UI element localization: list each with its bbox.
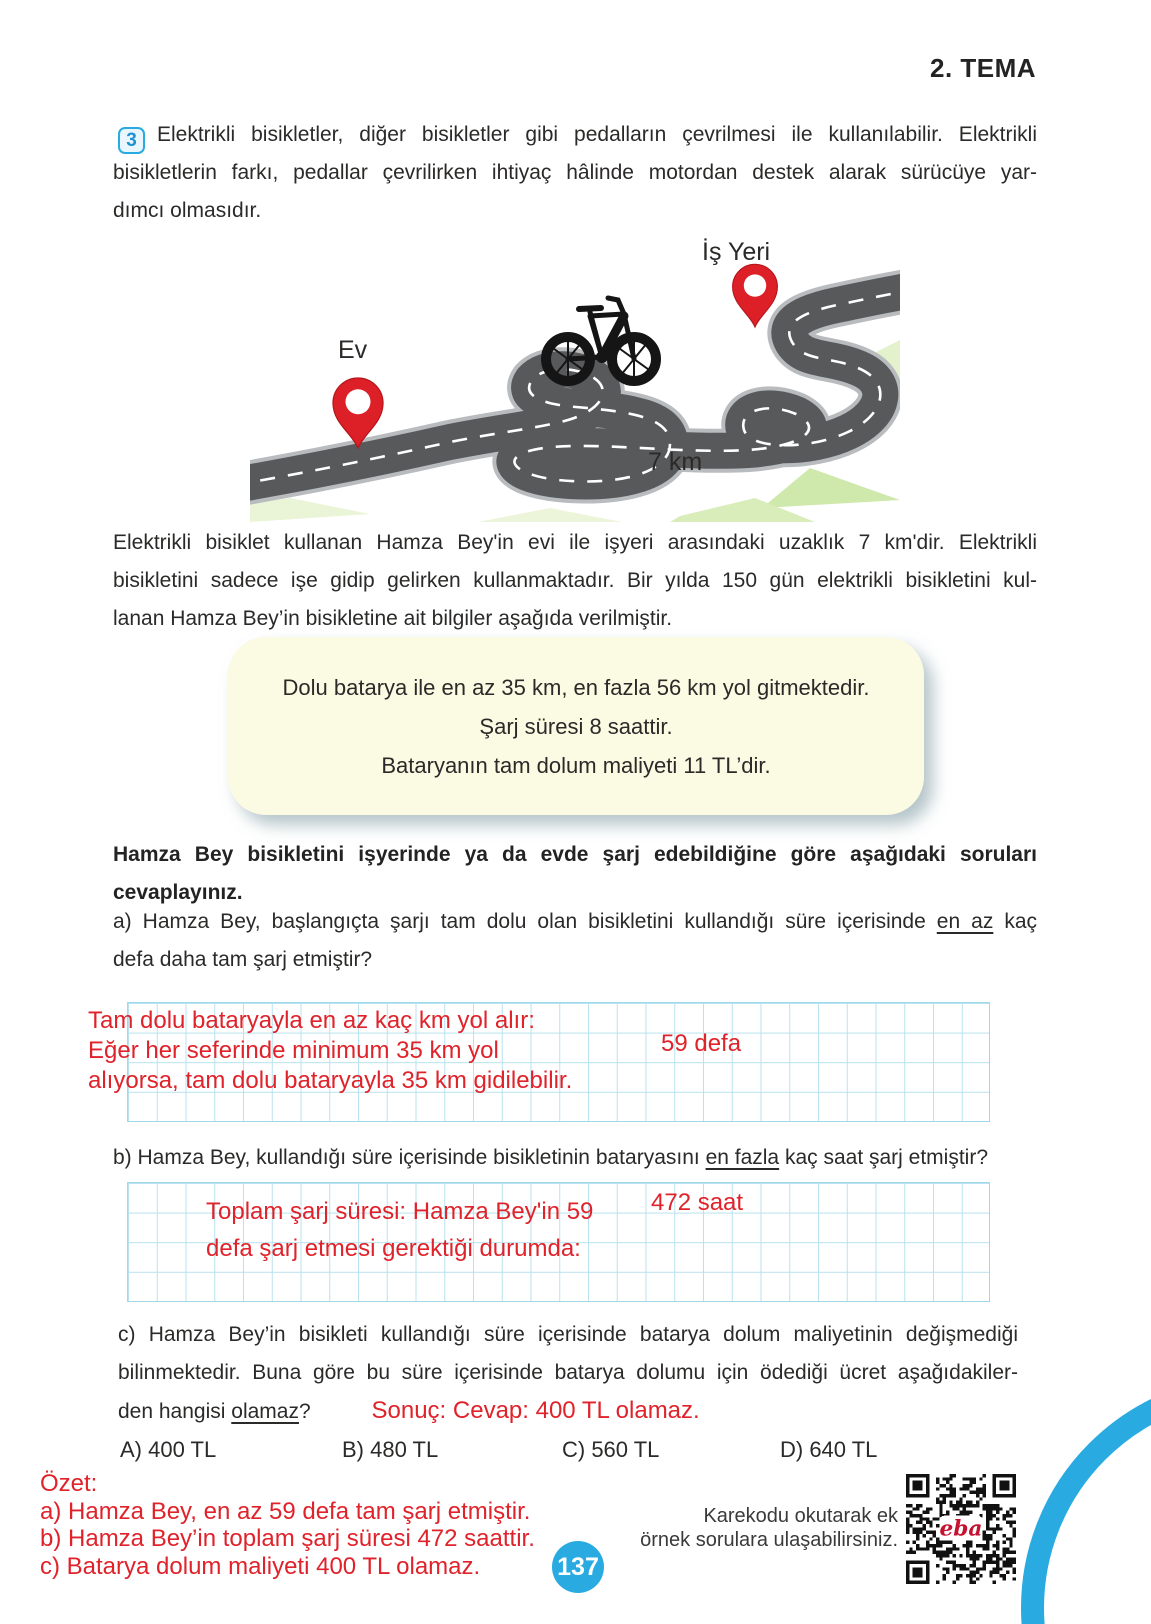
handwritten-work-b [206,1193,593,1267]
context-paragraph [113,524,1037,638]
item-number-badge: 3 [118,127,145,154]
option-c[interactable]: C) 560 TL [562,1437,660,1462]
qr-caption-line-1: Karekodu okutarak ek [703,1505,898,1527]
page-number-badge: 137 [552,1541,604,1593]
work-b-line-2: defa şarj etmesi gerektiği durumda: [206,1235,581,1262]
info-line-3: Bataryanın tam dolum maliyeti 11 TL’dir. [381,752,771,778]
intro-line-1: Elektrikli bisikletler, diğer bisikletler gibi pedalların çevrilmesi ile kullanılabilir. Elektrikli [157,123,1037,146]
answer-a-value: 59 defa [661,1030,742,1057]
context-line-3: lanan Hamza Bey’in bisikletine ait bilgiler aşağıda verilmiştir. [113,607,673,630]
question-b-text: b) Hamza Bey, kullandığı süre içerisinde bisikletinin bataryasını [113,1146,706,1169]
work-pin-icon [733,264,778,327]
options-row [0,1437,1151,1467]
qr-caption [560,1504,898,1552]
qr-code [906,1474,1016,1589]
eba-logo: eba [939,1516,983,1542]
work-a-line-3: alıyorsa, tam dolu bataryayla 35 km gidilebilir. [88,1067,573,1094]
home-label: Ev [338,336,368,364]
question-a-text: a) Hamza Bey, başlangıçta şarjı tam dolu olan bisikletini kullandığı süre içerisinde [113,910,937,933]
qr-caption-line-2: örnek sorulara ulaşabilirsiniz. [640,1529,898,1551]
work-label: İş Yeri [702,238,771,266]
instruction-line-2: cevaplayınız. [113,881,243,904]
question-c-underlined: olamaz [231,1400,299,1423]
grass-patch [762,468,900,508]
decorative-blue-arc [1021,1375,1151,1624]
intro-line-3: dımcı olmasıdır. [113,199,262,222]
question-c-line-2: bilinmektedir. Buna göre bu süre içerisinde batarya dolumu için ödediği ücret aşağıdakiler- [118,1361,1018,1384]
handwritten-work-a [88,1006,572,1096]
question-a-underlined: en az [936,910,994,933]
question-c-text: den hangisi [118,1400,232,1423]
page-title: 2. TEMA [930,53,1037,83]
question-b-underlined: en fazla [705,1146,780,1169]
grass-patch [250,498,370,522]
question-a [113,903,1037,979]
intro-line-2: bisikletlerin farkı, pedallar çevrilirken ihtiyaç hâlinde motordan destek alarak sürücüye yar- [113,161,1037,184]
work-b-line-1: Toplam şarj süresi: Hamza Bey'in 59 [206,1198,594,1225]
summary-line-c: c) Batarya dolum maliyeti 400 TL olamaz. [40,1552,481,1580]
summary-title: Özet: [40,1470,98,1497]
road-illustration [250,232,900,522]
question-a-text-end: kaç [993,910,1038,933]
question-b [113,1139,1043,1177]
distance-label: 7 km [648,448,703,476]
work-a-line-2: Eğer her seferinde minimum 35 km yol [88,1037,499,1064]
question-c-line-1: c) Hamza Bey’in bisikleti kullandığı süre içerisinde batarya dolum maliyetinin değişmediği [118,1323,1018,1346]
qr-code-graphic [906,1474,1016,1584]
info-line-1: Dolu batarya ile en az 35 km, en fazla 56 km yol gitmektedir. [282,674,870,700]
context-line-1: Elektrikli bisiklet kullanan Hamza Bey'in evi ile işyeri arasındaki uzaklık 7 km'dir. Elektrikli [113,531,1037,554]
intro-paragraph [113,116,1037,230]
work-a-line-1: Tam dolu bataryayla en az kaç km yol alır: [88,1007,535,1034]
answer-area-b[interactable] [127,1182,990,1302]
answer-c-note: Sonuç: Cevap: 400 TL olamaz. [371,1397,700,1424]
road-map-graphic [250,232,900,522]
grass-patch [478,508,622,522]
question-c-text-end: ? [298,1400,311,1423]
summary-line-a: a) Hamza Bey, en az 59 defa tam şarj etmiştir. [40,1497,531,1525]
instruction [113,836,1037,912]
option-a[interactable]: A) 400 TL [120,1437,217,1462]
option-d[interactable]: D) 640 TL [780,1437,878,1462]
question-b-text-end: kaç saat şarj etmiştir? [779,1146,989,1169]
context-line-2: bisikletini sadece işe gidip gelirken kullanmaktadır. Bir yılda 150 gün elektrikli bisikletini kul- [113,569,1037,592]
question-a-line-2: defa daha tam şarj etmiştir? [113,948,373,971]
answer-area-a[interactable] [88,1002,990,1122]
info-line-2: Şarj süresi 8 saattir. [479,713,673,739]
answer-b-value: 472 saat [651,1189,744,1216]
option-b[interactable]: B) 480 TL [342,1437,439,1462]
question-c [118,1316,1018,1431]
summary-block [40,1470,535,1580]
summary-line-b: b) Hamza Bey’in toplam şarj süresi 472 saattir. [40,1525,535,1552]
bike-info-box [228,637,924,815]
instruction-line-1: Hamza Bey bisikletini işyerinde ya da evde şarj edebildiğine göre aşağıdaki soruları [113,843,1037,866]
